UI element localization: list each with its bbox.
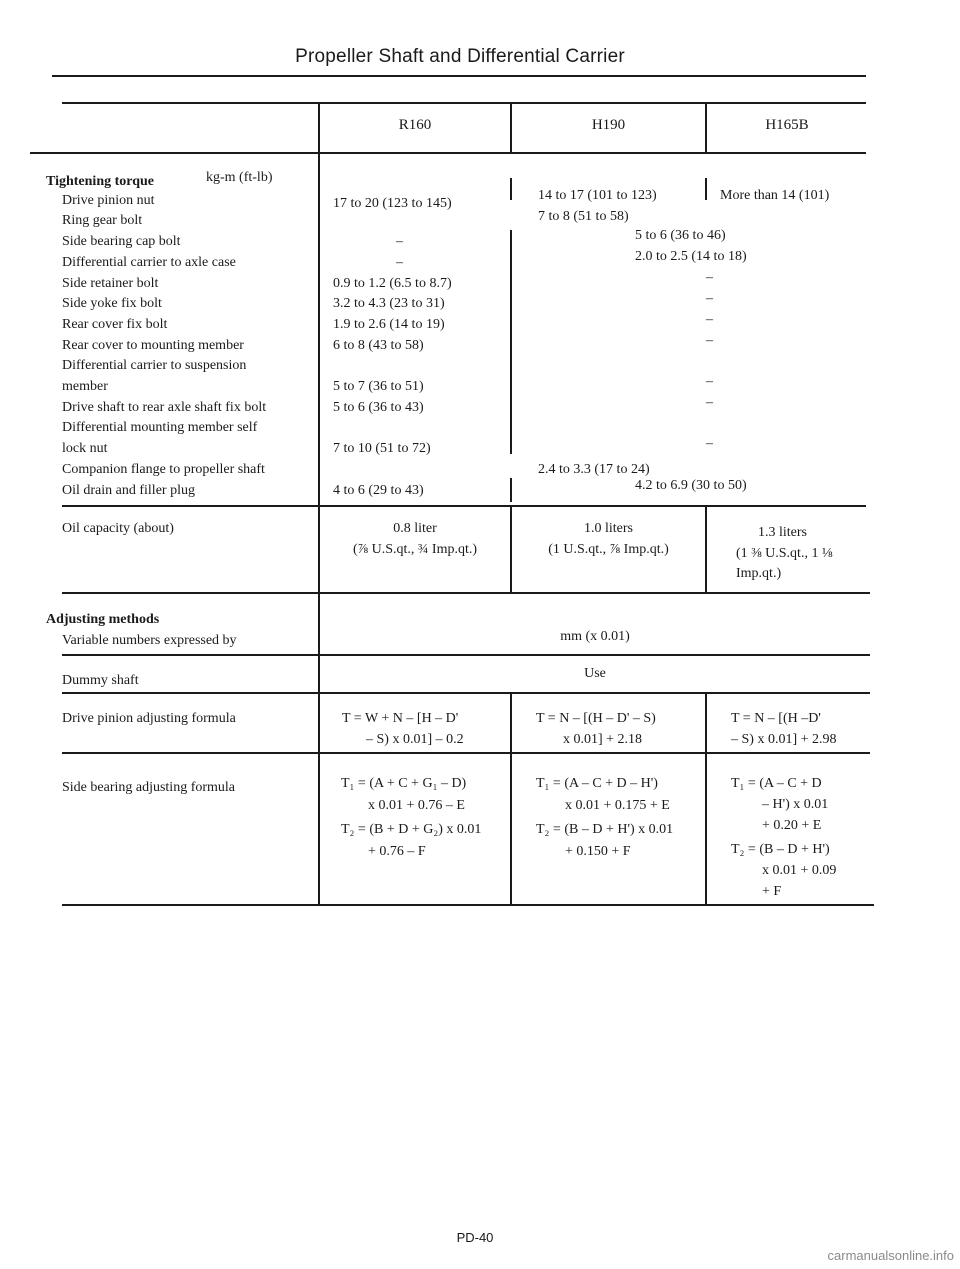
side-r160-line: + 0.76 – F [368, 844, 426, 859]
torque-shared-value: 2.0 to 2.5 (14 to 18) [635, 249, 747, 264]
side-h190-line: x 0.01 + 0.175 + E [565, 798, 670, 813]
torque-h165b-value: – [706, 374, 713, 389]
divider-h190-oil [705, 506, 707, 592]
side-h190-line: T₁ = (A – C + D – H') [536, 776, 658, 791]
column-header-h190: H190 [591, 117, 626, 133]
torque-h165b-value: – [706, 395, 713, 410]
rule-table-top [62, 102, 866, 104]
oil-h190-line: 1.0 liters [584, 521, 633, 536]
torque-item: Side bearing cap bolt [62, 234, 181, 250]
torque-r160-value: 6 to 8 (43 to 58) [333, 337, 424, 353]
oil-h190-line: (1 U.S.qt., ⅞ Imp.qt.) [548, 541, 669, 557]
torque-r160-value: 1.9 to 2.6 (14 to 19) [333, 316, 445, 332]
pinion-r160-line: – S) x 0.01] – 0.2 [366, 731, 464, 747]
side-h165b-line: + F [762, 884, 782, 899]
rule-pinion-bottom [62, 752, 870, 754]
side-h165b-line: x 0.01 + 0.09 [762, 863, 837, 878]
divider-r160-torque [510, 178, 512, 200]
divider-r160-torque-b [510, 230, 512, 454]
adjusting-heading: Adjusting methods [46, 612, 160, 627]
divider-r160-formula [510, 692, 512, 904]
side-h190-line: T₂ = (B – D + H') x 0.01 [536, 822, 674, 837]
torque-h165b-value: – [706, 333, 713, 348]
torque-r160-value: 4 to 6 (29 to 43) [333, 482, 424, 498]
watermark: carmanualsonline.info [827, 1248, 954, 1263]
torque-item: Drive shaft to rear axle shaft fix bolt [62, 399, 267, 415]
rule-table-bottom [62, 904, 874, 906]
torque-item: Companion flange to propeller shaft [62, 461, 265, 477]
rule-header-bottom [30, 152, 866, 154]
divider-h190-torque-a [705, 178, 707, 200]
torque-shared-value: 4.2 to 6.9 (30 to 50) [635, 478, 747, 493]
variable-numbers-label: Variable numbers expressed by [62, 632, 237, 648]
torque-h165b-value: – [706, 291, 713, 306]
torque-h165b-value: – [706, 270, 713, 285]
torque-item: lock nut [62, 441, 108, 457]
torque-item: Differential carrier to axle case [62, 254, 236, 270]
side-h165b-line: T₂ = (B – D + H') [731, 842, 830, 857]
torque-item: Side retainer bolt [62, 275, 159, 291]
torque-heading: Tightening torque [46, 174, 155, 189]
torque-h165b-value: – [706, 312, 713, 327]
dummy-shaft-label: Dummy shaft [62, 673, 139, 688]
torque-h190-value: 2.4 to 3.3 (17 to 24) [538, 461, 650, 477]
torque-h190-value: 7 to 8 (51 to 58) [538, 209, 629, 224]
side-h165b-line: – H') x 0.01 [762, 797, 829, 812]
pinion-h190-line: T = N – [(H – D' – S) [536, 711, 656, 726]
torque-item: Differential carrier to suspension [62, 358, 247, 374]
torque-h190-value: 14 to 17 (101 to 123) [538, 188, 657, 203]
torque-r160-value: – [396, 254, 403, 270]
side-r160-line: T₁ = (A + C + G₁ – D) [341, 776, 467, 791]
torque-r160-value: 5 to 6 (36 to 43) [333, 399, 424, 415]
pinion-h190-line: x 0.01] + 2.18 [563, 731, 643, 747]
torque-h165b-value: More than 14 (101) [720, 188, 830, 203]
torque-item: Side yoke fix bolt [62, 296, 162, 312]
divider-label-column [318, 102, 320, 904]
side-r160-line: T₂ = (B + D + G₂) x 0.01 [341, 822, 482, 837]
rule-dummy-bottom [62, 692, 870, 694]
oil-capacity-label: Oil capacity (about) [62, 521, 174, 536]
torque-item: Rear cover fix bolt [62, 316, 168, 332]
side-r160-line: x 0.01 + 0.76 – E [368, 798, 465, 813]
torque-h165b-value: – [706, 436, 713, 451]
pinion-formula-label: Drive pinion adjusting formula [62, 711, 236, 726]
pinion-h165b-line: – S) x 0.01] + 2.98 [731, 731, 837, 747]
torque-item: Oil drain and filler plug [62, 482, 195, 498]
divider-h190-formula [705, 692, 707, 904]
dummy-shaft-value: Use [584, 666, 606, 681]
torque-unit: kg-m (ft-lb) [206, 170, 273, 185]
rule-oil-bottom [62, 592, 870, 594]
torque-r160-value: 0.9 to 1.2 (6.5 to 8.7) [333, 275, 452, 291]
torque-item: Differential mounting member self [62, 420, 258, 436]
torque-item: Rear cover to mounting member [62, 337, 244, 353]
torque-r160-value: – [396, 234, 403, 249]
torque-shared-value: 5 to 6 (36 to 46) [635, 228, 726, 243]
side-h190-line: + 0.150 + F [565, 844, 631, 859]
torque-r160-value: 17 to 20 (123 to 145) [333, 196, 452, 211]
rule-variable-bottom [62, 654, 870, 656]
oil-h165b-line: (1 ⅜ U.S.qt., 1 ⅛ [736, 545, 833, 561]
side-h165b-line: T₁ = (A – C + D [731, 776, 822, 791]
divider-r160-torque-c [510, 478, 512, 502]
torque-r160-value: 3.2 to 4.3 (23 to 31) [333, 296, 445, 312]
page-title: Propeller Shaft and Differential Carrier [295, 46, 625, 67]
torque-r160-value: 7 to 10 (51 to 72) [333, 441, 431, 457]
rule-torque-bottom [62, 505, 866, 507]
oil-r160-line: (⅞ U.S.qt., ¾ Imp.qt.) [352, 541, 478, 557]
column-header-h165b: H165B [765, 117, 809, 133]
column-header-r160: R160 [398, 117, 432, 133]
oil-r160-line: 0.8 liter [393, 521, 437, 536]
side-bearing-formula-label: Side bearing adjusting formula [62, 780, 236, 795]
torque-item: Drive pinion nut [62, 192, 155, 208]
oil-h165b-line: Imp.qt.) [736, 566, 782, 582]
torque-item: member [62, 379, 108, 394]
variable-numbers-value: mm (x 0.01) [560, 629, 630, 644]
torque-item: Ring gear bolt [62, 213, 143, 229]
page-number: PD-40 [456, 1230, 494, 1245]
oil-h165b-line: 1.3 liters [758, 525, 807, 540]
rule-top [52, 75, 866, 77]
side-h165b-line: + 0.20 + E [762, 818, 822, 833]
pinion-r160-line: T = W + N – [H – D' [342, 711, 459, 726]
torque-r160-value: 5 to 7 (36 to 51) [333, 379, 424, 394]
pinion-h165b-line: T = N – [(H –D' [731, 711, 821, 726]
